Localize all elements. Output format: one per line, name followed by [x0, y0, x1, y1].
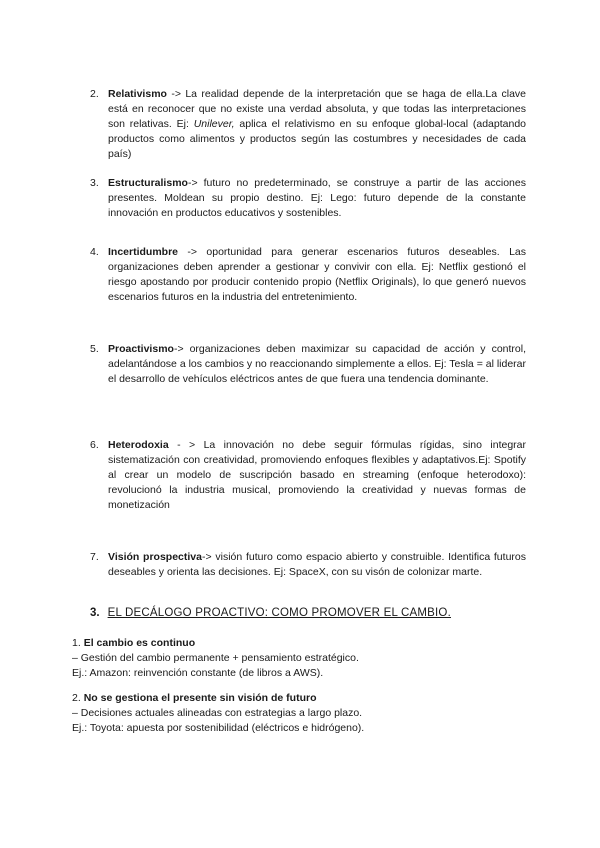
list-item-estructuralismo — [91, 176, 526, 221]
decalogue-item-2 — [72, 691, 542, 736]
section-heading — [90, 606, 451, 621]
decalogue-heading — [72, 636, 542, 651]
list-item-text: -> La realidad depende de la interpretación que se haga de ella.La clave está en reconocer que no existe una verdad absoluta, y que todas las interpretaciones son relativas. Ej: — [108, 88, 526, 130]
list-item-body — [108, 176, 526, 221]
decalogue-heading — [72, 691, 542, 706]
list-item-body — [108, 342, 526, 387]
list-item-body — [108, 87, 526, 162]
list-number: 5. — [90, 343, 99, 355]
list-item-term: Incertidumbre — [108, 246, 179, 258]
list-item-text: -> organizaciones deben maximizar su capacidad de acción y control, adelantándose a los cambios y no reaccionando simplemente a ellos. Ej: Tesla = al liderar el desarrollo de vehículos eléctricos antes de que fuera una tendencia dominante. — [108, 343, 527, 385]
list-item-heterodoxia — [91, 438, 526, 513]
list-item-incertidumbre — [91, 245, 526, 305]
list-item-term: Proactivismo — [108, 343, 174, 355]
list-number: 4. — [90, 246, 99, 258]
list-item-body — [108, 438, 526, 513]
decalogue-number: 1. — [72, 637, 81, 649]
list-item-body — [108, 245, 526, 305]
list-number: 2. — [90, 88, 99, 100]
decalogue-line: – Gestión del cambio permanente + pensamiento estratégico. — [72, 652, 359, 664]
list-item-term: Visión prospectiva — [108, 551, 202, 563]
list-item-italic: Unilever, — [193, 118, 235, 130]
list-item-term: Relativismo — [108, 88, 167, 100]
list-item-text-continued: aplica el relativismo en su enfoque global-local (adaptando productos como alimentos y productos según las costumbres y necesidades de cada país) — [108, 118, 526, 160]
list-item-term: Estructuralismo — [108, 177, 188, 189]
decalogue-item-1 — [72, 636, 542, 681]
list-number: 7. — [90, 551, 99, 563]
list-number: 6. — [90, 439, 99, 451]
list-item-text: - > La innovación no debe seguir fórmulas rígidas, sino integrar sistematización con creatividad, promoviendo enfoques flexibles y adaptativos.Ej: Spotify al crear un modelo de suscripción basado en streaming (enfoque heterodoxo): revolucionó la industria musical, promoviendo la creatividad y nuevas formas de monetización — [108, 439, 526, 511]
list-item-proactivismo — [91, 342, 526, 387]
list-item-body — [108, 550, 526, 580]
decalogue-heading-text: El cambio es continuo — [83, 637, 196, 649]
section-number: 3. — [90, 607, 100, 619]
decalogue-line: – Decisiones actuales alineadas con estrategias a largo plazo. — [72, 707, 363, 719]
section-title: EL DECÁLOGO PROACTIVO: COMO PROMOVER EL CAMBIO. — [107, 607, 451, 619]
list-item-text: -> visión futuro como espacio abierto y construible. Identifica futuros deseables y orienta las decisiones. Ej: SpaceX, con su visón de colonizar marte. — [108, 551, 526, 578]
decalogue-heading-text: No se gestiona el presente sin visión de futuro — [83, 692, 317, 704]
decalogue-example: Ej.: Toyota: apuesta por sostenibilidad (eléctricos e hidrógeno). — [72, 722, 365, 734]
list-number: 3. — [90, 177, 99, 189]
decalogue-number: 2. — [72, 692, 81, 704]
decalogue-example: Ej.: Amazon: reinvención constante (de libros a AWS). — [72, 667, 324, 679]
list-item-text: -> futuro no predeterminado, se construye a partir de las acciones presentes. Moldean su propio destino. Ej: Lego: futuro depende de la constante innovación en productos educativos y sostenibles. — [108, 177, 526, 219]
list-item-text: -> oportunidad para generar escenarios futuros deseables. Las organizaciones deben aprender a gestionar y convivir con ella. Ej: Netflix gestionó el riesgo apostando por producir contenido propio (Netflix Originals), lo que generó nuevos escenarios futuros en la industria del entretenimiento. — [108, 246, 526, 303]
list-item-vision-prospectiva — [91, 550, 526, 580]
list-item-term: Heterodoxia — [108, 439, 169, 451]
list-item-relativismo — [91, 87, 526, 162]
